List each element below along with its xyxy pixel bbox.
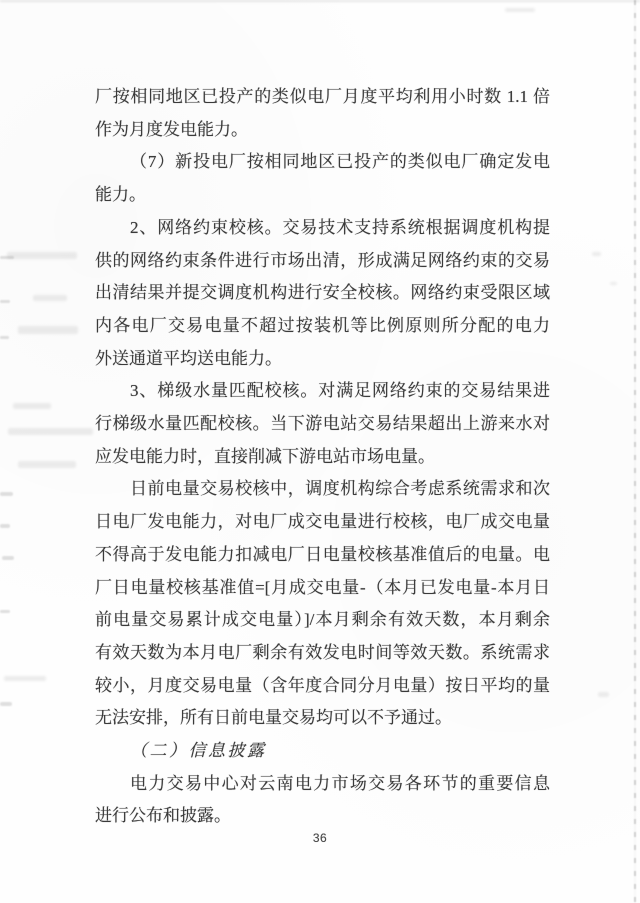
text-line: 较小，月度交易电量（含年度合同分月电量）按日平均的量 xyxy=(95,675,550,695)
scan-noise-smudge xyxy=(4,676,46,681)
text-line: 厂日电量校核基准值=[月成交电量-（本月已发电量-本月日 xyxy=(95,577,550,597)
scan-noise-smudge xyxy=(7,252,77,259)
scan-noise-smudge xyxy=(8,428,93,435)
scan-noise-dash xyxy=(0,702,12,706)
scan-noise-dash xyxy=(0,256,14,259)
scan-top-smear xyxy=(0,0,640,2)
scan-noise-speck xyxy=(598,692,609,697)
scan-noise-smudge xyxy=(18,461,76,468)
scan-noise-speck xyxy=(592,252,601,256)
text-line: 无法安排，所有日前电量交易均可以不予通过。 xyxy=(95,708,452,728)
scan-noise-dash xyxy=(0,610,10,613)
text-line: 日电厂发电能力，对电厂成交电量进行校核，电厂成交电量 xyxy=(95,512,550,532)
text-line: 前电量交易累计成交电量）]/本月剩余有效天数，本月剩余 xyxy=(95,610,550,630)
text-line: 厂按相同地区已投产的类似电厂月度平均利用小时数 1.1 倍 xyxy=(95,87,550,106)
text-line: 2、网络约束校核。交易技术支持系统根据调度机构提 xyxy=(130,217,550,237)
text-line: 外送通道平均送电能力。 xyxy=(95,348,282,368)
text-line: 能力。 xyxy=(95,185,146,205)
scan-noise-dash xyxy=(2,556,14,560)
scan-noise-smudge xyxy=(33,295,67,301)
scan-noise-dash xyxy=(0,300,10,303)
text-line: 进行公布和披露。 xyxy=(95,806,231,826)
text-line: 日前电量交易校核中，调度机构综合考虑系统需求和次 xyxy=(130,479,550,499)
section-heading-line: （二）信息披露 xyxy=(130,741,267,761)
scan-noise-speck xyxy=(610,282,617,285)
text-line: 内各电厂交易电量不超过按装机等比例原则所分配的电力 xyxy=(95,315,550,335)
scan-noise-speck xyxy=(505,8,535,12)
text-line: 行梯级水量匹配校核。当下游电站交易结果超出上游来水对 xyxy=(95,414,550,434)
scan-noise-smudge xyxy=(13,403,51,409)
scan-noise-dash xyxy=(0,492,13,496)
text-line: 供的网络约束条件进行市场出清，形成满足网络约束的交易 xyxy=(95,250,550,270)
text-line: 应发电能力时，直接削减下游电站市场电量。 xyxy=(95,446,435,466)
text-line: 电力交易中心对云南电力市场交易各环节的重要信息 xyxy=(130,773,550,793)
scan-noise-dash xyxy=(0,336,9,339)
document-text-block xyxy=(95,81,550,833)
scan-noise-dash xyxy=(0,524,10,528)
text-line: 有效天数为本月电厂剩余有效发电时间等效天数。系统需求 xyxy=(95,642,550,662)
text-line: 作为月度发电能力。 xyxy=(95,119,248,139)
page-number: 36 xyxy=(312,831,328,845)
text-line: 不得高于发电能力扣减电厂日电量校核基准值后的电量。电 xyxy=(95,544,550,564)
page-edge-scan-line xyxy=(634,0,636,903)
text-line: 出清结果并提交调度机构进行安全校核。网络约束受限区域 xyxy=(95,283,550,303)
text-line: 3、梯级水量匹配校核。对满足网络约束的交易结果进 xyxy=(130,381,550,401)
text-line: （7）新投电厂按相同地区已投产的类似电厂确定发电 xyxy=(130,152,550,172)
scan-noise-smudge xyxy=(18,326,78,334)
